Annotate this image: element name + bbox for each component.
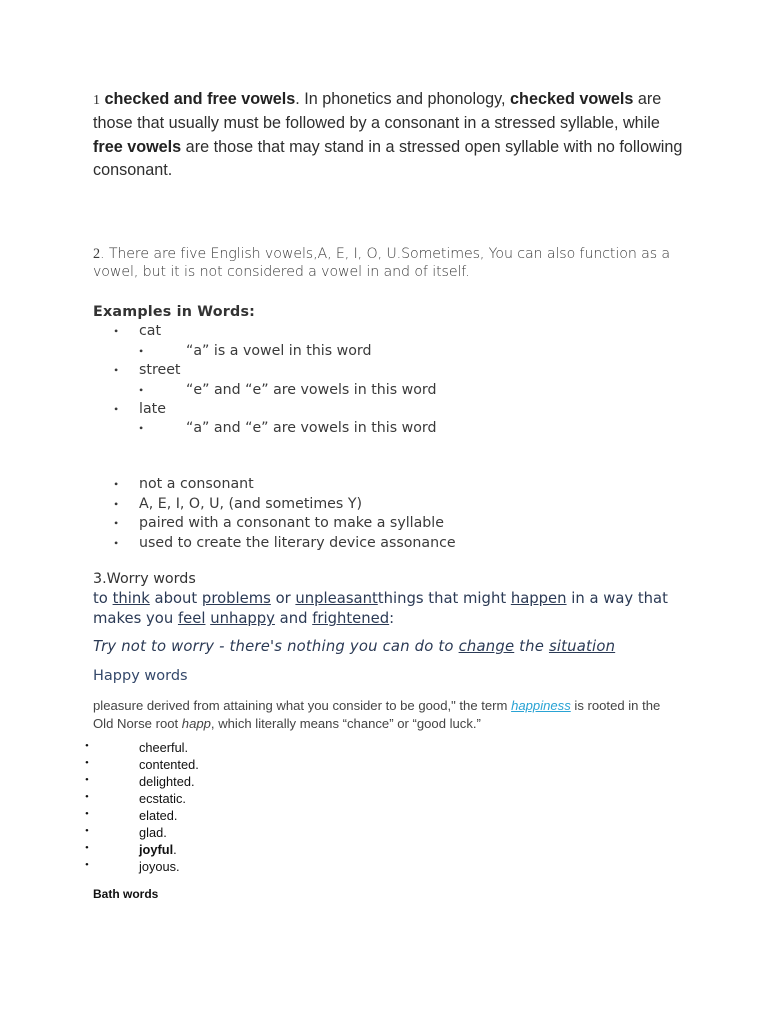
text-run: is rooted in the Old Norse root: [93, 698, 661, 731]
text-run: .: [173, 842, 177, 857]
vowel-fact: paired with a consonant to make a syllable: [139, 515, 444, 531]
link-feel[interactable]: feel: [177, 610, 206, 627]
happiness-definition: [93, 697, 683, 732]
bath-words-heading: Bath words: [93, 887, 159, 901]
bullet: •: [85, 757, 89, 769]
term-checked-and-free-vowels: checked and free vowels: [104, 90, 296, 108]
text-run: pleasure derived from attaining what you consider to be good," the term: [93, 698, 512, 713]
happy-word: ecstatic.: [139, 791, 186, 806]
text-run: :: [389, 610, 395, 627]
worry-example-sentence: [93, 638, 615, 655]
bullet: •: [85, 859, 89, 871]
term-free-vowels: free vowels: [93, 137, 182, 156]
bullet: •: [114, 536, 119, 550]
text-run: in a way that makes you: [93, 590, 668, 627]
example-note: “e” and “e” are vowels in this word: [186, 382, 437, 398]
bullet: •: [85, 842, 89, 854]
bullet: •: [139, 383, 144, 397]
text-run: are those that usually must be followed by a consonant in a stressed syllable, while: [93, 90, 662, 133]
bullet: •: [85, 774, 89, 786]
section-number: 2: [93, 246, 100, 262]
text-run: and: [274, 610, 313, 627]
worry-words-heading: 3.Worry words: [93, 571, 196, 587]
text-run: things that might: [377, 590, 511, 607]
bullet: •: [85, 791, 89, 803]
happy-word: delighted.: [139, 774, 195, 789]
worry-definition: [93, 589, 693, 629]
example-word: cat: [139, 323, 162, 339]
example-note: “a” is a vowel in this word: [186, 343, 372, 359]
section-1-paragraph: [93, 88, 693, 182]
text-run: to: [93, 590, 113, 607]
term-happ: happ: [181, 715, 211, 731]
bullet: •: [114, 363, 119, 377]
example-note: “a” and “e” are vowels in this word: [186, 420, 437, 436]
section-number: 1: [93, 93, 100, 108]
happy-word: glad.: [139, 825, 167, 840]
text-run: , which literally means “chance” or “good luck.”: [210, 715, 481, 731]
vowel-fact: A, E, I, O, U, (and sometimes Y): [139, 496, 363, 512]
text-run: . There are five English vowels,A, E, I, O, U.Sometimes, You can also function as a vowel, but it is not considered a vowel in and of itself.: [93, 246, 671, 280]
term-checked-vowels: checked vowels: [510, 90, 634, 108]
happy-word: contented.: [139, 757, 199, 772]
example-word: late: [139, 401, 166, 417]
link-problems[interactable]: problems: [201, 590, 271, 607]
happy-word: cheerful.: [139, 740, 189, 755]
text-run: or: [270, 590, 296, 607]
example-word: street: [139, 362, 181, 378]
bullet: •: [114, 516, 119, 530]
link-unpleasant[interactable]: unpleasant: [295, 590, 378, 607]
bullet: •: [85, 825, 89, 837]
text-run: the: [514, 638, 549, 655]
text-run: . In phonetics and phonology,: [295, 90, 511, 108]
happy-words-heading: Happy words: [93, 668, 188, 684]
link-frightened[interactable]: frightened: [312, 610, 390, 627]
link-situation[interactable]: situation: [548, 638, 616, 655]
link-change[interactable]: change: [458, 638, 515, 655]
examples-heading: Examples in Words:: [93, 304, 256, 320]
happy-word: joyous.: [139, 859, 180, 874]
link-think[interactable]: think: [112, 590, 150, 607]
vowel-fact: used to create the literary device assonance: [139, 535, 456, 551]
bullet: •: [139, 344, 144, 358]
text-run: Try not to worry - there's nothing you can do to: [93, 638, 459, 655]
link-unhappy[interactable]: unhappy: [210, 610, 275, 627]
link-happen[interactable]: happen: [510, 590, 567, 607]
bullet: •: [114, 324, 119, 338]
happy-word-bold: joyful: [139, 842, 174, 857]
bullet: •: [85, 740, 89, 752]
vowel-fact: not a consonant: [139, 476, 254, 492]
link-happiness[interactable]: happiness: [511, 698, 571, 713]
happy-word-joyful: [139, 842, 177, 857]
text-run: are those that may stand in a stressed open syllable with no following consonant.: [93, 137, 683, 179]
bullet: •: [85, 808, 89, 820]
text-run: about: [149, 590, 202, 607]
bullet: •: [139, 421, 144, 435]
bullet: •: [114, 477, 119, 491]
happy-word: elated.: [139, 808, 178, 823]
bullet: •: [114, 402, 119, 416]
bullet: •: [114, 497, 119, 511]
section-2-paragraph: [93, 245, 703, 281]
